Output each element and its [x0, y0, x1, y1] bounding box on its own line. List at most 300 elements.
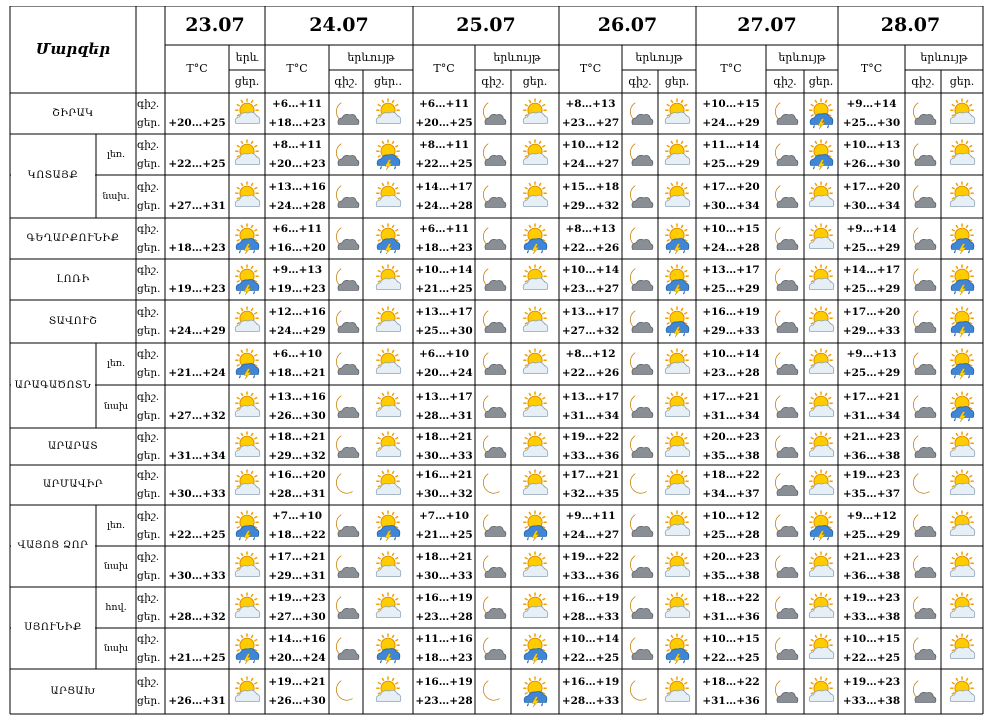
day-weather-icon	[946, 348, 978, 380]
night-period: գիշ.	[137, 139, 160, 151]
day-temp: +26…+30	[268, 410, 326, 422]
day-weather-icon	[372, 592, 404, 624]
day-temp-23: +20…+25	[168, 117, 226, 129]
night-weather-icon	[769, 348, 801, 380]
night-temp: +13…+17	[702, 264, 760, 276]
night-weather-icon	[477, 264, 509, 296]
day-weather-icon	[661, 264, 693, 296]
night-temp: +21…+23	[842, 431, 901, 443]
date-header: 26.07	[597, 14, 658, 36]
day-weather-icon	[805, 223, 837, 255]
day-weather-icon	[661, 510, 693, 542]
subregion-label: լեռ.	[106, 358, 126, 369]
night-weather-icon	[769, 391, 801, 423]
night-temp: +11…+16	[415, 633, 473, 645]
night-temp: +17…+20	[842, 306, 901, 318]
day-temp-23: +28…+32	[168, 611, 226, 623]
temp-label: T°C	[860, 62, 883, 75]
night-temp: +10…+14	[561, 633, 620, 645]
night-period: գիշ.	[137, 306, 160, 318]
day-temp: +31…+34	[561, 410, 620, 422]
night-temp: +10…+15	[702, 98, 760, 110]
weather-icon	[231, 223, 263, 255]
night-weather-icon	[769, 98, 801, 130]
night-temp: +8…+12	[565, 348, 616, 360]
day-temp: +22…+25	[842, 652, 901, 664]
day-weather-icon	[805, 391, 837, 423]
day-temp: +23…+28	[702, 367, 760, 379]
day-weather-icon	[805, 510, 837, 542]
day-weather-icon	[946, 181, 978, 213]
night-weather-icon	[769, 469, 801, 501]
day-period: ցեր.	[137, 367, 161, 379]
night-weather-icon	[624, 469, 656, 501]
night-weather-icon	[477, 348, 509, 380]
night-temp: +6…+11	[418, 223, 469, 235]
day-weather-icon	[372, 139, 404, 171]
subregion-label: նախ	[103, 643, 129, 654]
night-temp: +17…+21	[561, 469, 620, 481]
night-weather-icon	[624, 633, 656, 665]
night-weather-icon	[769, 264, 801, 296]
day-temp: +23…+28	[415, 611, 473, 623]
night-temp: +19…+23	[842, 676, 901, 688]
temp-label: T°C	[579, 62, 602, 75]
night-weather-icon	[769, 139, 801, 171]
subregion-label: լեռ.	[106, 520, 126, 531]
day-weather-icon	[519, 551, 551, 583]
night-temp: +18…+22	[702, 592, 760, 604]
subregion-label: նախ.	[102, 191, 130, 202]
day-weather-icon	[519, 431, 551, 463]
night-weather-icon	[330, 348, 362, 380]
day-temp: +21…+25	[415, 283, 473, 295]
night-label: գիշ.	[481, 75, 505, 88]
night-temp: +17…+21	[268, 551, 326, 563]
night-weather-icon	[907, 633, 939, 665]
day-weather-icon	[519, 633, 551, 665]
weather-label: երևույթ	[493, 51, 541, 64]
day-temp-23: +27…+32	[168, 410, 226, 422]
night-temp: +7…+10	[418, 510, 469, 522]
day-temp: +20…+24	[415, 367, 473, 379]
night-weather-icon	[477, 592, 509, 624]
weather-icon	[231, 510, 263, 542]
day-period: ցեր.	[137, 200, 161, 212]
night-weather-icon	[769, 633, 801, 665]
night-period: գիշ.	[137, 181, 160, 193]
night-temp: +14…+16	[268, 633, 326, 645]
night-label: գիշ.	[628, 75, 652, 88]
weather-icon	[231, 348, 263, 380]
day-temp-23: +18…+23	[168, 242, 226, 254]
night-temp: +6…+11	[418, 98, 469, 110]
day-temp-23: +24…+29	[168, 325, 226, 337]
day-temp: +29…+32	[268, 450, 326, 462]
day-temp: +24…+28	[702, 242, 760, 254]
day-label: ցեր.	[949, 75, 975, 88]
night-weather-icon	[477, 469, 509, 501]
night-temp: +6…+10	[271, 348, 322, 360]
day-weather-icon	[372, 391, 404, 423]
date-header: 25.07	[456, 14, 516, 36]
night-temp: +13…+17	[415, 391, 473, 403]
night-weather-icon	[624, 306, 656, 338]
region-name: ՎԱՅՈՑ ՁՈՐ	[17, 540, 89, 551]
night-period: գիշ.	[137, 592, 160, 604]
day-weather-icon	[805, 139, 837, 171]
day-temp: +27…+32	[561, 325, 620, 337]
day-weather-icon	[372, 98, 404, 130]
night-weather-icon	[907, 469, 939, 501]
night-temp: +6…+10	[418, 348, 469, 360]
night-temp: +13…+17	[415, 306, 473, 318]
day-temp: +24…+29	[702, 117, 760, 129]
day-temp: +24…+28	[268, 200, 326, 212]
night-weather-icon	[907, 98, 939, 130]
night-temp: +17…+20	[842, 181, 901, 193]
night-temp: +9…+13	[846, 348, 897, 360]
day-weather-icon	[805, 469, 837, 501]
night-temp: +18…+22	[702, 469, 760, 481]
day-temp: +18…+23	[268, 117, 326, 129]
night-period: գիշ.	[137, 676, 160, 688]
day-temp: +29…+33	[702, 325, 760, 337]
day-weather-icon	[661, 223, 693, 255]
night-weather-icon	[477, 306, 509, 338]
night-temp: +19…+21	[268, 676, 326, 688]
day-weather-icon	[519, 469, 551, 501]
night-label: գիշ.	[334, 75, 358, 88]
day-weather-icon	[519, 98, 551, 130]
night-weather-icon	[477, 676, 509, 708]
night-weather-icon	[624, 139, 656, 171]
night-temp: +12…+16	[268, 306, 326, 318]
temp-label: T°C	[720, 62, 742, 75]
night-temp: +13…+17	[561, 391, 620, 403]
night-weather-icon	[330, 98, 362, 130]
day-temp: +23…+28	[415, 695, 473, 707]
day-temp: +36…+38	[842, 570, 901, 582]
date-header: 28.07	[880, 14, 941, 36]
night-temp: +6…+11	[271, 98, 322, 110]
day-weather-icon	[519, 510, 551, 542]
day-temp: +24…+28	[415, 200, 473, 212]
day-temp: +22…+26	[561, 242, 620, 254]
subregion-label: լեռ.	[106, 149, 126, 160]
night-temp: +19…+22	[561, 551, 620, 563]
night-weather-icon	[330, 431, 362, 463]
day-temp: +23…+27	[561, 283, 620, 295]
night-weather-icon	[624, 223, 656, 255]
temp-label: T°C	[186, 62, 208, 75]
day-weather-icon	[946, 510, 978, 542]
weather-icon	[231, 264, 263, 296]
night-weather-icon	[907, 264, 939, 296]
night-temp: +10…+14	[415, 264, 473, 276]
day-temp: +33…+36	[561, 570, 620, 582]
night-weather-icon	[907, 676, 939, 708]
day-period: ցեր.	[137, 611, 161, 623]
night-weather-icon	[907, 592, 939, 624]
day-temp: +29…+31	[268, 570, 326, 582]
day-weather-icon	[946, 98, 978, 130]
night-temp: +9…+12	[846, 510, 897, 522]
day-temp: +25…+29	[842, 283, 901, 295]
night-period: գիշ.	[137, 391, 160, 403]
date-header: 24.07	[309, 14, 369, 36]
day-temp-23: +30…+33	[168, 570, 226, 582]
weather-icon	[231, 306, 263, 338]
day-weather-icon	[805, 551, 837, 583]
day-weather-icon	[372, 633, 404, 665]
region-name: ԿՈՏԱՅՔ	[27, 170, 79, 181]
day-weather-icon	[372, 431, 404, 463]
night-temp: +16…+19	[415, 676, 473, 688]
night-temp: +13…+17	[561, 306, 620, 318]
night-weather-icon	[769, 592, 801, 624]
day-weather-icon	[519, 592, 551, 624]
night-weather-icon	[477, 633, 509, 665]
night-weather-icon	[330, 676, 362, 708]
day-weather-icon	[946, 139, 978, 171]
night-temp: +18…+21	[415, 431, 473, 443]
day-temp: +24…+27	[561, 529, 620, 541]
weather-icon	[231, 181, 263, 213]
night-temp: +8…+13	[565, 223, 616, 235]
day-temp: +27…+30	[268, 611, 326, 623]
day-temp: +29…+33	[842, 325, 901, 337]
day-weather-icon	[805, 264, 837, 296]
night-weather-icon	[624, 348, 656, 380]
day-temp-23: +27…+31	[168, 200, 226, 212]
night-weather-icon	[769, 431, 801, 463]
night-weather-icon	[330, 551, 362, 583]
night-temp: +10…+14	[702, 348, 760, 360]
day-weather-icon	[805, 306, 837, 338]
night-temp: +18…+21	[268, 431, 326, 443]
night-temp: +16…+19	[561, 592, 620, 604]
night-temp: +18…+21	[415, 551, 473, 563]
night-temp: +21…+23	[842, 551, 901, 563]
weather-icon	[231, 592, 263, 624]
night-temp: +10…+13	[842, 139, 901, 151]
day-temp: +20…+25	[415, 117, 473, 129]
day-temp: +35…+38	[702, 570, 760, 582]
day-weather-icon	[946, 551, 978, 583]
day-weather-icon	[372, 551, 404, 583]
day-weather-icon	[372, 510, 404, 542]
day-weather-icon	[661, 551, 693, 583]
night-temp: +9…+11	[565, 510, 616, 522]
weather-icon	[231, 633, 263, 665]
night-weather-icon	[769, 551, 801, 583]
day-temp: +24…+27	[561, 158, 620, 170]
day-temp-23: +30…+33	[168, 488, 226, 500]
night-weather-icon	[477, 139, 509, 171]
day-weather-icon	[661, 98, 693, 130]
day-weather-icon	[372, 348, 404, 380]
day-weather-icon	[805, 98, 837, 130]
day-temp: +35…+38	[702, 450, 760, 462]
day-label: ցեր.	[234, 75, 260, 88]
day-temp-23: +22…+25	[168, 158, 226, 170]
day-weather-icon	[946, 592, 978, 624]
subregion-label: նախ	[103, 561, 129, 572]
day-temp: +28…+31	[415, 410, 473, 422]
day-temp: +33…+36	[561, 450, 620, 462]
day-weather-icon	[661, 676, 693, 708]
day-weather-icon	[805, 431, 837, 463]
weather-icon	[231, 676, 263, 708]
region-name: ԱՐԱԳԱԾՈՏՆ	[14, 380, 92, 391]
night-weather-icon	[477, 98, 509, 130]
day-temp: +28…+33	[561, 695, 620, 707]
night-temp: +10…+14	[561, 264, 620, 276]
day-temp: +30…+34	[842, 200, 901, 212]
night-temp: +10…+12	[702, 510, 760, 522]
day-weather-icon	[946, 633, 978, 665]
day-weather-icon	[661, 391, 693, 423]
day-temp-23: +26…+31	[168, 695, 226, 707]
weather-label: երևույթ	[778, 51, 826, 64]
day-weather-icon	[946, 469, 978, 501]
night-weather-icon	[330, 306, 362, 338]
day-weather-icon	[946, 391, 978, 423]
night-temp: +10…+15	[842, 633, 901, 645]
night-weather-icon	[769, 510, 801, 542]
day-temp: +25…+29	[842, 242, 901, 254]
date-header: 23.07	[185, 14, 245, 36]
day-temp: +30…+34	[702, 200, 760, 212]
day-weather-icon	[372, 223, 404, 255]
night-temp: +19…+23	[842, 592, 901, 604]
region-name: ԱՐԱՐԱՏ	[47, 441, 99, 452]
day-temp: +22…+25	[561, 652, 620, 664]
night-weather-icon	[907, 306, 939, 338]
night-temp: +13…+16	[268, 181, 326, 193]
region-name: ԼՈՌԻ	[56, 274, 90, 285]
night-weather-icon	[330, 139, 362, 171]
night-temp: +17…+20	[702, 181, 760, 193]
day-weather-icon	[661, 181, 693, 213]
day-temp: +26…+30	[268, 695, 326, 707]
region-name: ՇԻՐԱԿ	[52, 108, 94, 119]
day-temp: +22…+25	[702, 652, 760, 664]
day-period: ցեր.	[137, 158, 161, 170]
day-period: ցեր.	[137, 488, 161, 500]
night-temp: +19…+22	[561, 431, 620, 443]
night-weather-icon	[330, 469, 362, 501]
day-temp: +36…+38	[842, 450, 901, 462]
day-weather-icon	[946, 676, 978, 708]
day-label: ցեր..	[373, 75, 403, 88]
night-temp: +16…+19	[561, 676, 620, 688]
night-temp: +10…+15	[702, 223, 760, 235]
day-temp: +31…+34	[702, 410, 760, 422]
night-weather-icon	[907, 348, 939, 380]
day-temp: +25…+29	[702, 283, 760, 295]
day-weather-icon	[519, 676, 551, 708]
night-label: գիշ.	[773, 75, 797, 88]
night-temp: +8…+13	[565, 98, 616, 110]
day-temp: +28…+31	[268, 488, 326, 500]
day-temp: +30…+33	[415, 570, 473, 582]
night-period: գիշ.	[137, 98, 160, 110]
night-temp: +19…+23	[268, 592, 326, 604]
day-temp: +25…+28	[702, 529, 760, 541]
weather-icon	[231, 551, 263, 583]
night-temp: +20…+23	[702, 551, 760, 563]
night-weather-icon	[330, 181, 362, 213]
night-weather-icon	[624, 264, 656, 296]
weather-icon	[231, 469, 263, 501]
night-temp: +8…+11	[271, 139, 322, 151]
day-period: ցեր.	[137, 450, 161, 462]
day-weather-icon	[519, 223, 551, 255]
night-temp: +15…+18	[561, 181, 620, 193]
night-weather-icon	[907, 510, 939, 542]
night-weather-icon	[907, 181, 939, 213]
night-weather-icon	[477, 181, 509, 213]
day-weather-icon	[946, 264, 978, 296]
page-title: Մարզեր	[35, 40, 111, 58]
day-weather-icon	[661, 633, 693, 665]
day-temp: +31…+36	[702, 611, 760, 623]
day-temp: +25…+30	[415, 325, 473, 337]
day-temp: +16…+20	[268, 242, 326, 254]
day-temp-23: +22…+25	[168, 529, 226, 541]
night-period: գիշ.	[137, 264, 160, 276]
subregion-label: նախ	[103, 401, 129, 412]
day-temp-23: +21…+24	[168, 367, 226, 379]
night-weather-icon	[477, 551, 509, 583]
night-weather-icon	[624, 391, 656, 423]
day-weather-icon	[519, 264, 551, 296]
weather-label: երևույթ	[347, 51, 395, 64]
night-temp: +10…+15	[702, 633, 760, 645]
weather-label: երևույթ	[920, 51, 968, 64]
night-temp: +8…+11	[418, 139, 469, 151]
day-weather-icon	[372, 181, 404, 213]
day-temp: +23…+27	[561, 117, 620, 129]
day-weather-icon	[372, 264, 404, 296]
day-weather-icon	[519, 391, 551, 423]
night-temp: +16…+21	[415, 469, 473, 481]
night-weather-icon	[624, 551, 656, 583]
weather-label: երևույթ	[635, 51, 683, 64]
weather-icon	[231, 139, 263, 171]
night-temp: +16…+19	[415, 592, 473, 604]
day-temp: +18…+23	[415, 652, 473, 664]
day-period: ցեր.	[137, 283, 161, 295]
day-temp: +25…+30	[842, 117, 901, 129]
day-label: ցեր.	[664, 75, 690, 88]
day-period: ցեր.	[137, 242, 161, 254]
date-header: 27.07	[737, 14, 797, 36]
night-weather-icon	[624, 592, 656, 624]
day-weather-icon	[661, 139, 693, 171]
day-period: ցեր.	[137, 410, 161, 422]
night-weather-icon	[330, 633, 362, 665]
day-weather-icon	[805, 348, 837, 380]
night-period: գիշ.	[137, 551, 160, 563]
day-weather-icon	[805, 592, 837, 624]
day-temp: +31…+36	[702, 695, 760, 707]
night-weather-icon	[477, 510, 509, 542]
day-weather-icon	[372, 306, 404, 338]
night-temp: +9…+13	[271, 264, 322, 276]
